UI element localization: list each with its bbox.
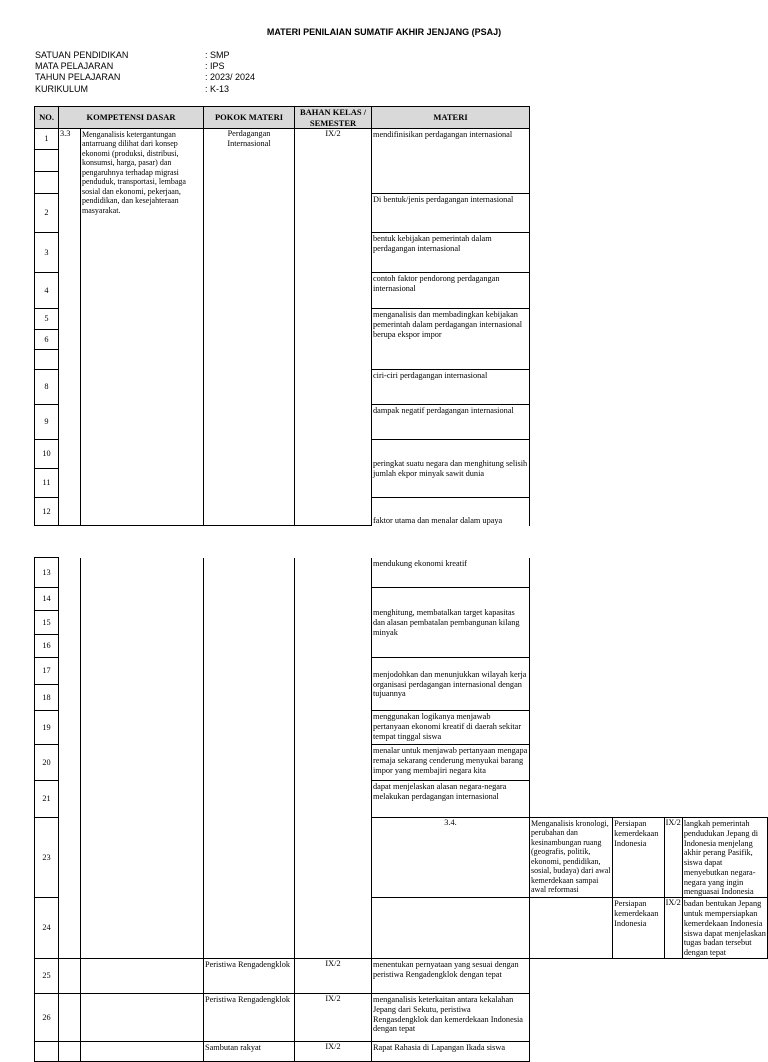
materi-cell: mendukung ekonomi kreatif xyxy=(372,558,530,588)
info-value: : IPS xyxy=(205,61,225,72)
bahan-kelas: IX/2 xyxy=(664,898,682,959)
kd-number xyxy=(59,1041,81,1061)
row-number xyxy=(35,350,59,370)
bahan-kelas: IX/2 xyxy=(295,958,372,993)
materi-cell: menghitung, membatalkan target kapasitas dan alasan pembatalan pembangunan kilang minyak xyxy=(372,588,530,658)
row-number: 19 xyxy=(35,711,59,745)
materi-cell: mendifinisikan perdagangan internasional xyxy=(372,129,530,194)
materi-cell: faktor utama dan menalar dalam upaya xyxy=(372,498,530,526)
row-number: 12 xyxy=(35,498,59,526)
materi-cell: dapat menjelaskan alasan negara-negara melakukan perdagangan internasional xyxy=(372,781,530,818)
row-number: 16 xyxy=(35,635,59,658)
bahan-kelas: IX/2 xyxy=(295,129,372,526)
info-label: TAHUN PELAJARAN xyxy=(35,72,121,83)
pokok-materi: Sambutan rakyat xyxy=(204,1041,295,1061)
materi-cell: menalar untuk menjawab pertanyaan mengapa remaja sekarang cenderung menyukai barang impor yang membajiri negara kita xyxy=(372,745,530,781)
row-number: 24 xyxy=(35,898,59,959)
materi-cell: badan bentukan Jepang untuk mempersiapkan kemerdekaan Indonesia siswa dapat menjelaskan tugas badan tersebut dengan tepat xyxy=(683,899,766,958)
bahan-kelas: IX/2 xyxy=(295,1041,372,1061)
row-number: 21 xyxy=(35,781,59,818)
row-number: 11 xyxy=(35,469,59,498)
kd-number: 3.3 xyxy=(59,129,81,526)
pokok-materi: Perdagangan Internasional xyxy=(204,129,295,526)
materi-cell: peringkat suatu negara dan menghitung selisih jumlah ekpor minyak sawit dunia xyxy=(372,440,530,498)
materi-cell: bentuk kebijakan pemerintah dalam perdagangan internasional xyxy=(372,233,530,273)
header-bahan-kelas: BAHAN KELAS / SEMESTER xyxy=(295,107,372,129)
row-number: 26 xyxy=(35,993,59,1041)
materi-cell: menggunakan logikanya menjawab pertanyaan ekonomi kreatif di daerah sekitar tempat tinggal siswa xyxy=(372,711,530,745)
kd-text xyxy=(81,993,204,1041)
materi-cell: menjodohkan dan menunjukkan wilayah kerja organisasi perdagangan internasional dengan tujuannya xyxy=(372,658,530,711)
info-value: : K-13 xyxy=(205,83,230,94)
info-value: : 2023/ 2024 xyxy=(205,72,256,83)
kd-text xyxy=(81,958,204,993)
materi-cell: Rapat Rahasia di Lapangan Ikada siswa xyxy=(372,1041,530,1061)
materi-table-page-1 xyxy=(34,106,530,526)
materi-table-page-2 xyxy=(34,557,768,1062)
kd-number xyxy=(372,898,530,959)
bahan-kelas: IX/2 xyxy=(295,993,372,1041)
kd-number xyxy=(59,958,81,993)
info-label: KURIKULUM xyxy=(35,83,89,94)
info-value: : SMP xyxy=(205,50,230,60)
row-number xyxy=(35,172,59,194)
row-number: 2 xyxy=(35,194,59,233)
materi-cell: menentukan pernyataan yang sesuai dengan peristiwa Rengadengklok dengan tepat xyxy=(372,958,530,993)
pokok-materi-continued xyxy=(204,558,295,959)
pokok-materi: Peristiwa Rengadengklok xyxy=(204,958,295,993)
kd-number-continued xyxy=(59,558,81,959)
row-number: 1 xyxy=(35,129,59,150)
table-row xyxy=(35,558,768,588)
row-number: 4 xyxy=(35,273,59,309)
row-number xyxy=(35,150,59,172)
row-number: 5 xyxy=(35,309,59,330)
materi-cell: dampak negatif perdagangan internasional xyxy=(372,405,530,440)
materi-cell: ciri-ciri perdagangan internasional xyxy=(372,370,530,405)
table-row xyxy=(35,993,768,1041)
table-row xyxy=(35,129,530,150)
materi-cell: menganalisis keterkaitan antara kekalahan Jepang dari Sekutu, peristiwa Rengasdengklok dan kemerdekaan Indonesia dengan tepat xyxy=(372,993,530,1041)
pokok-materi: Persiapan kemerdekaan Indonesia xyxy=(613,818,664,898)
row-number: 23 xyxy=(35,818,59,898)
row-number: 20 xyxy=(35,745,59,781)
row-number: 10 xyxy=(35,440,59,469)
row-number xyxy=(35,1041,59,1061)
row-number: 17 xyxy=(35,658,59,685)
row-number: 3 xyxy=(35,233,59,273)
info-label: SATUAN PENDIDIKAN xyxy=(35,50,129,60)
table-header-row xyxy=(35,107,530,129)
table-row xyxy=(35,1041,768,1061)
row-number: 13 xyxy=(35,558,59,588)
materi-cell: Di bentuk/jenis perdagangan internasional xyxy=(372,194,530,233)
kd-number xyxy=(59,993,81,1041)
row-number: 9 xyxy=(35,405,59,440)
info-label: MATA PELAJARAN xyxy=(35,61,114,72)
kd-text: Menganalisis kronologi, perubahan dan kesinambungan ruang (geografis, politik, ekonomi, pendidikan, sosial, budaya) dari awal kemerdekaan sampai awal reformasi xyxy=(530,818,613,898)
pokok-materi: Persiapan kemerdekaan Indonesia xyxy=(613,898,664,959)
header-pokok-materi: POKOK MATERI xyxy=(204,107,295,129)
materi-cell: contoh faktor pendorong perdagangan internasional xyxy=(372,273,530,309)
materi-cell: menganalisis dan membadingkan kebijakan pemerintah dalam perdagangan internasional berupa ekspor impor xyxy=(372,309,530,370)
bahan-kelas: IX/2 xyxy=(664,818,682,898)
kd-text xyxy=(81,1041,204,1061)
header-no: NO. xyxy=(35,107,59,129)
header-kompetensi-dasar: KOMPETENSI DASAR xyxy=(59,107,204,129)
row-number: 15 xyxy=(35,611,59,635)
row-number: 18 xyxy=(35,685,59,711)
page-title: MATERI PENILAIAN SUMATIF AKHIR JENJANG (PSAJ) xyxy=(266,27,502,37)
pokok-materi: Peristiwa Rengadengklok xyxy=(204,993,295,1041)
kd-number: 3.4. xyxy=(372,818,530,898)
bahan-kelas-continued xyxy=(295,558,372,959)
row-number: 6 xyxy=(35,330,59,350)
kd-text: Menganalisis ketergantungan antarruang dilihat dari konsep ekonomi (produksi, distribusi, konsumsi, harga, pasar) dan pengaruhnya terhadap migrasi penduduk, transportasi, lembaga sosial dan ekonomi, pekerjaan, pendidikan, dan kesejahteraan masyarakat. xyxy=(81,129,204,526)
materi-cell: langkah pemerintah pendudukan Jepang di Indonesia menjelang akhir perang Pasifik, siswa dapat menyebutkan negara-negara yang ingin menguasai Indonesia xyxy=(682,818,767,898)
table-row xyxy=(35,958,768,993)
row-number: 8 xyxy=(35,370,59,405)
header-materi: MATERI xyxy=(372,107,530,129)
kd-text-continued xyxy=(81,558,204,959)
kd-text xyxy=(530,898,613,959)
row-number: 14 xyxy=(35,588,59,611)
row-number: 25 xyxy=(35,958,59,993)
